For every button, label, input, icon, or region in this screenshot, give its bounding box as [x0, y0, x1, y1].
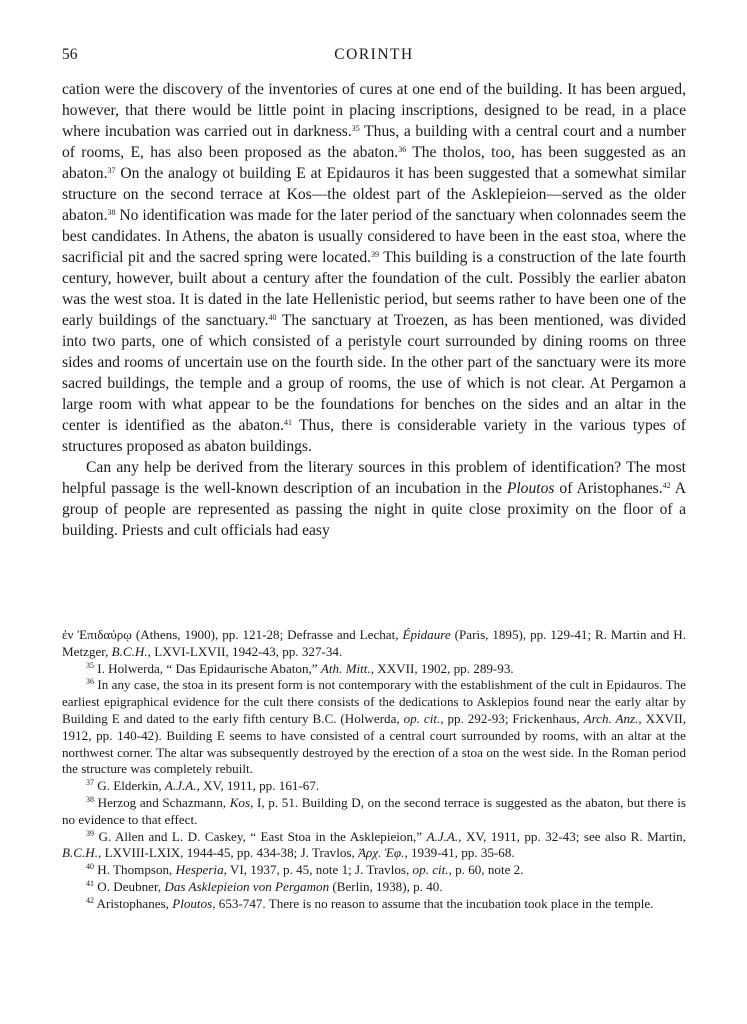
italic-text: Épidaure: [402, 627, 451, 642]
italic-text: op. cit.: [412, 862, 449, 878]
footnote-ref: 42: [86, 895, 94, 905]
italic-text: Ἀρχ. Ἐφ.: [358, 845, 405, 861]
running-head: CORINTH: [334, 46, 414, 63]
text-run: G. Allen and L. D. Caskey, “ East Stoa in the Asklepieion,”: [94, 828, 427, 844]
footnote-ref: 39: [86, 828, 94, 838]
text-run: , I, p. 51. Building D, on the second terrace is suggested as the abaton, but there is no evidence to that effect.: [62, 794, 686, 827]
footnote: [62, 778, 686, 795]
text-run: , 653-747. There is no reason to assume that the incubation took place in the temple.: [212, 895, 654, 911]
footnote-ref: 41: [284, 418, 293, 427]
body-text: [62, 79, 686, 541]
text-run: Aristophanes,: [94, 895, 173, 911]
footnote: [62, 896, 686, 913]
italic-text: op. cit.: [403, 710, 441, 726]
text-run: Can any help be derived from the literary sources in this problem of identification? The most helpful passage is the well-known description of an incubation in the: [62, 459, 686, 497]
italic-text: Arch. Anz.: [583, 710, 639, 726]
text-run: H. Thompson,: [94, 862, 176, 878]
text-run: O. Deubner,: [94, 878, 165, 894]
italic-text: Hesperia: [175, 862, 224, 878]
text-run: of Aristophanes.: [554, 480, 663, 497]
text-run: , 1939-41, pp. 35-68.: [404, 845, 515, 861]
footnote: [62, 661, 686, 678]
footnote-ref: 36: [398, 145, 407, 154]
paragraph: [62, 79, 686, 457]
footnote-ref: 38: [107, 208, 116, 217]
text-run: The tholos, too, has been suggested as an abaton.: [62, 144, 686, 182]
text-run: , XV, 1911, pp. 32-43; see also R. Martin,: [458, 828, 686, 844]
text-run: No identification was made for the later period of the sanctuary when colonnades seem the best candidates. In Athens, the abaton is usually considered to have been in the east stoa, where the sacrificial pit and the sacred spring were located.: [62, 207, 686, 266]
footnote-ref: 40: [86, 862, 94, 872]
footnote-ref: 37: [86, 778, 94, 788]
text-run: Thus, there is considerable variety in the various types of structures proposed as abaton buildings.: [62, 417, 686, 455]
text-run: , pp. 292-93; Frickenhaus,: [440, 710, 584, 726]
text-run: , XXVII, 1902, pp. 289-93.: [370, 660, 514, 676]
text-run: On the analogy ot building E at Epidauros it has been suggested that a somewhat similar structure on the second terrace at Kos—the oldest part of the Asklepieion—served as the older abaton.: [62, 165, 686, 224]
footnote-ref: 41: [86, 878, 94, 888]
italic-text: Ploutos: [506, 480, 555, 497]
footnote-ref: 38: [86, 794, 94, 804]
footnote-ref: 36: [86, 677, 94, 687]
text-run: The sanctuary at Troezen, as has been mentioned, was divided into two parts, one of which consisted of a peristyle court surrounded by dining rooms on three sides and rooms of uncertain use on the fourth side. In the other part of the sanctuary were its more sacred buildings, the temple and a group of rooms, the use of which is not clear. At Pergamon a large room with what appear to be the foundations for benches on the sides and an altar in the center is identified as the abaton.: [62, 312, 687, 434]
footnote: [62, 862, 686, 879]
paragraph: [62, 457, 686, 541]
italic-text: A.J.A.: [164, 778, 197, 794]
text-run: (Paris, 1895), pp. 129-41; R. Martin and H. Metzger,: [62, 627, 686, 659]
text-run: I. Holwerda, “ Das Epidaurische Abaton,”: [94, 660, 321, 676]
text-run: ἐν Ἐπιδαύρῳ (Athens, 1900), pp. 121-28; Defrasse and Lechat,: [62, 627, 403, 642]
text-run: , LXVI-LXVII, 1942-43, pp. 327-34.: [147, 643, 343, 659]
text-run: , XV, 1911, pp. 161-67.: [196, 778, 320, 794]
italic-text: A.J.A.: [426, 828, 459, 844]
italic-text: Kos: [229, 794, 251, 810]
footnote: [62, 795, 686, 829]
italic-text: Ath. Mitt.: [320, 660, 371, 676]
text-run: In any case, the stoa in its present form is not contemporary with the establishment of the cult in Epidauros. The earliest epigraphical evidence for the cult there consists of the dedications to Asklepios found near the early altar by Building E and dated to the early fifth century B.C. (Holwerda,: [62, 677, 686, 726]
text-run: , p. 60, note 2.: [448, 862, 524, 878]
italic-text: B.C.H.: [62, 845, 99, 861]
text-run: Thus, a building with a central court and a number of rooms, E, has also been proposed as the abaton.: [62, 123, 686, 161]
italic-text: Das Asklepieion von Pergamon: [164, 878, 330, 894]
text-run: A group of people are represented as passing the night in quite close proximity on the floor of a building. Priests and cult officials had easy: [62, 480, 686, 539]
text-run: , LXVIII-LXIX, 1944-45, pp. 434-38; J. Travlos,: [98, 845, 359, 861]
footnotes: [62, 627, 686, 913]
italic-text: Ploutos: [172, 895, 213, 911]
text-run: G. Elderkin,: [94, 778, 165, 794]
footnote-ref: 35: [86, 660, 94, 670]
footnote-ref: 35: [351, 124, 360, 133]
footnote: [62, 627, 686, 661]
footnote-ref: 40: [268, 313, 277, 322]
page-number: 56: [62, 46, 78, 63]
text-run: Herzog and Schazmann,: [94, 794, 230, 810]
text-run: , XXVII, 1912, pp. 140-42). Building E seems to have consisted of a central court surrounded by rooms, with an altar at the northwest corner. The altar was subsequently destroyed by the erection of a stoa on the west side. In the Roman period the structure was completely rebuilt.: [62, 710, 686, 777]
footnote: [62, 879, 686, 896]
text-run: , VI, 1937, p. 45, note 1; J. Travlos,: [223, 862, 413, 878]
footnote: [62, 829, 686, 863]
text-run: This building is a construction of the late fourth century, however, built about a century after the foundation of the cult. Possibly the earlier abaton was the west stoa. It is dated in the late Hellenistic period, but seems rather to have been one of the early buildings of the sanctuary.: [62, 249, 686, 329]
footnote-ref: 37: [107, 166, 116, 175]
footnote-ref: 39: [371, 250, 380, 259]
text-run: cation were the discovery of the inventories of cures at one end of the building. It has been argued, however, that there would be little point in placing inscriptions, designed to be read, in a place where incubation was carried out in darkness.: [62, 81, 686, 140]
italic-text: B.C.H.: [111, 643, 148, 659]
footnote-ref: 42: [662, 481, 671, 490]
page-header: [62, 46, 686, 68]
footnote: [62, 677, 686, 778]
text-run: (Berlin, 1938), p. 40.: [329, 878, 443, 894]
